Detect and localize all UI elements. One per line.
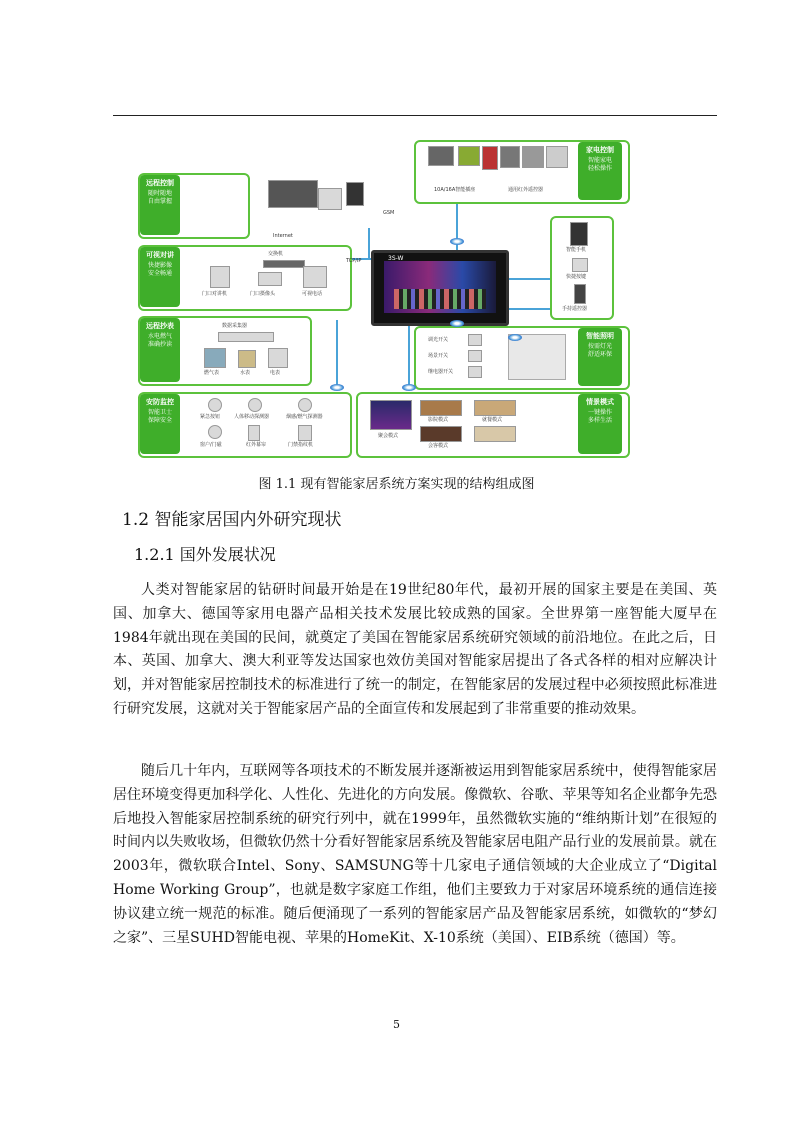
water-label: 水表 — [240, 370, 251, 376]
tab-scene-mode — [578, 394, 622, 454]
light-switch-label: 调光开关 — [428, 337, 449, 343]
door-camera-icon — [258, 272, 282, 286]
panel-title: 情景模式 — [586, 398, 614, 406]
wireless-signal-icon — [330, 384, 344, 391]
switch-icon — [468, 334, 482, 346]
phone-icon — [346, 182, 364, 206]
panel-title: 可视对讲 — [146, 251, 174, 259]
water-meter-icon — [238, 350, 256, 368]
collector-icon — [218, 332, 274, 342]
panel-title: 家电控制 — [586, 146, 614, 154]
smartphone-label: 智能手机 — [566, 247, 587, 253]
panel-subtitle: 随时随地 自由掌握 — [147, 190, 172, 205]
party-scene-label: 聚会模式 — [378, 433, 399, 439]
appliance-icon — [522, 146, 544, 168]
visual-phone-label: 可视电话 — [302, 291, 323, 297]
tab-security — [140, 394, 180, 454]
wireless-signal-icon — [402, 384, 416, 391]
relay-switch-label: 继电器开关 — [428, 369, 454, 375]
connector-line — [368, 228, 370, 258]
cinema-scene-label: 影院模式 — [428, 417, 449, 423]
gsm-label: GSM — [383, 210, 395, 216]
visual-phone-icon — [303, 266, 327, 288]
connector-line — [336, 320, 338, 390]
section-heading: 1.2 智能家居国内外研究现状 — [122, 510, 342, 530]
tab-appliance-control — [578, 142, 622, 200]
curtain-label: 红外幕帘 — [246, 442, 267, 448]
emergency-button-icon — [208, 398, 222, 412]
switch-icon — [468, 366, 482, 378]
fingerprint-icon — [298, 425, 312, 441]
tab-smart-lighting — [578, 328, 622, 386]
central-controller-screen — [371, 250, 509, 326]
panel-title: 智能照明 — [586, 332, 614, 340]
header-rule — [113, 115, 717, 116]
panel-subtitle: 水电燃气 准确抄读 — [147, 333, 172, 348]
smoke-gas-label: 烟感/燃气探测器 — [286, 414, 323, 420]
remote-label: 手持遥控器 — [562, 306, 588, 312]
switch-icon — [263, 260, 305, 268]
door-phone-icon — [210, 266, 230, 288]
scene-icon — [474, 426, 516, 442]
tab-visual-intercom — [140, 247, 180, 307]
socket-label: 10A/16A智能插座 — [434, 187, 476, 193]
infrared-curtain-icon — [248, 425, 260, 441]
dining-scene-label: 就餐模式 — [482, 417, 503, 423]
appliance-icon — [458, 146, 480, 166]
wireless-signal-icon — [508, 334, 522, 341]
tv-icon — [428, 146, 454, 166]
dining-scene-icon — [474, 400, 516, 416]
party-scene-icon — [370, 400, 412, 430]
fingerprint-label: 门禁指纹机 — [288, 442, 314, 448]
washer-icon — [500, 146, 520, 168]
page-number: 5 — [393, 1018, 400, 1031]
electric-meter-icon — [268, 348, 288, 368]
fridge-icon — [482, 146, 498, 170]
telephone-icon — [318, 188, 342, 210]
connector-line — [503, 278, 551, 280]
laptop-icon — [268, 180, 318, 208]
system-architecture-figure — [138, 138, 628, 456]
wireless-signal-icon — [450, 320, 464, 327]
figure-caption: 图 1.1 现有智能家居系统方案实现的结构组成图 — [258, 477, 535, 492]
motion-label: 人体移动探测器 — [234, 414, 270, 420]
emergency-label: 紧急按钮 — [200, 414, 221, 420]
guest-scene-icon — [420, 426, 462, 442]
door-phone-label: 门口对讲机 — [202, 291, 228, 297]
window-sensor-icon — [208, 425, 222, 439]
guest-scene-label: 会客模式 — [428, 443, 449, 449]
wireless-signal-icon — [450, 238, 464, 245]
quick-key-icon — [572, 258, 588, 272]
panel-subtitle: 智能家电 轻松操作 — [587, 157, 612, 172]
scene-switch-label: 场景开关 — [428, 353, 449, 359]
internet-label: Internet — [273, 233, 293, 239]
connector-line — [503, 308, 553, 310]
paragraph-2: 随后几十年内，互联网等各项技术的不断发展并逐渐被运用到智能家居系统中，使得智能家居居住环境变得更加科学化、人性化、先进化的方向发展。像微软、谷歌、苹果等知名企业都争先恐后地投入智能家居控制系统的研究行列中，就在1999年，虽然微软实施的“维纳斯计划”在很短的时间内以失败收场，但微软仍然十分看好智能家居系统及智能家居电阻产品行业的发展前景。就在2003年，微软联合Intel、Sony、SAMSUNG等十几家电子通信领域的大企业成立了“Digital Home Working Group”，也就是数字家庭工作组，他们主要致力于对家居环境系统的通信连接协议建立统一规范的标准。随后便涌现了一系列的智能家居产品及智能家居系统，如微软的“梦幻之家”、三星SUHD智能电视、苹果的HomeKit、X-10系统（美国）、EIB系统（德国）等。 — [113, 763, 717, 946]
hub-label: 3S-W — [388, 255, 404, 262]
tab-remote-control — [140, 175, 180, 235]
appliance-icon — [546, 146, 568, 168]
panel-subtitle: 智能卫士 保障安全 — [147, 409, 172, 424]
collector-label: 数据采集器 — [222, 323, 248, 329]
window-label: 窗户/门磁 — [200, 442, 222, 448]
tcpip-label: TCP/IP — [346, 258, 362, 264]
gas-meter-icon — [204, 348, 226, 368]
electric-label: 电表 — [270, 370, 281, 376]
screen-menu — [394, 289, 486, 309]
subsection-heading: 1.2.1 国外发展状况 — [134, 545, 276, 564]
paragraph-1: 人类对智能家居的钻研时间最开始是在19世纪80年代，最初开展的国家主要是在美国、英国、加拿大、德国等家用电器产品相关技术发展比较成熟的国家。全世界第一座智能大厦早在1984年就出现在美国的民间，就奠定了美国在智能家居系统研究领域的前沿地位。在此之后，日本、英国、加拿大、澳大利亚等发达国家也效仿美国对智能家居提出了各式各样的相对应解决计划，并对智能家居控制技术的标准进行了统一的制定，在智能家居的发展过程中必须按照此标准进行研究发展，这就对关于智能家居产品的全面宣传和发展起到了非常重要的推动效果。 — [113, 582, 717, 717]
door-camera-label: 门口摄像头 — [250, 291, 276, 297]
smoke-detector-icon — [298, 398, 312, 412]
panel-title: 远程控制 — [146, 179, 174, 187]
motion-detector-icon — [248, 398, 262, 412]
switch-label: 交换机 — [268, 251, 284, 257]
panel-title: 远程抄表 — [146, 322, 174, 330]
remote-icon — [574, 284, 586, 304]
panel-subtitle: 按需灯光 舒适环保 — [587, 343, 612, 358]
panel-subtitle: 快捷影像 安全畅通 — [147, 262, 172, 277]
smartphone-icon — [570, 222, 588, 246]
switch-icon — [468, 350, 482, 362]
gas-label: 燃气表 — [204, 370, 220, 376]
panel-title: 安防监控 — [146, 398, 174, 406]
ir-label: 通用红外遥控器 — [508, 187, 544, 193]
quick-key-label: 快捷按键 — [566, 274, 587, 280]
connector-line — [408, 320, 410, 390]
tab-remote-meter — [140, 318, 180, 382]
cinema-scene-icon — [420, 400, 462, 416]
panel-subtitle: 一键操作 多样生活 — [587, 409, 612, 424]
